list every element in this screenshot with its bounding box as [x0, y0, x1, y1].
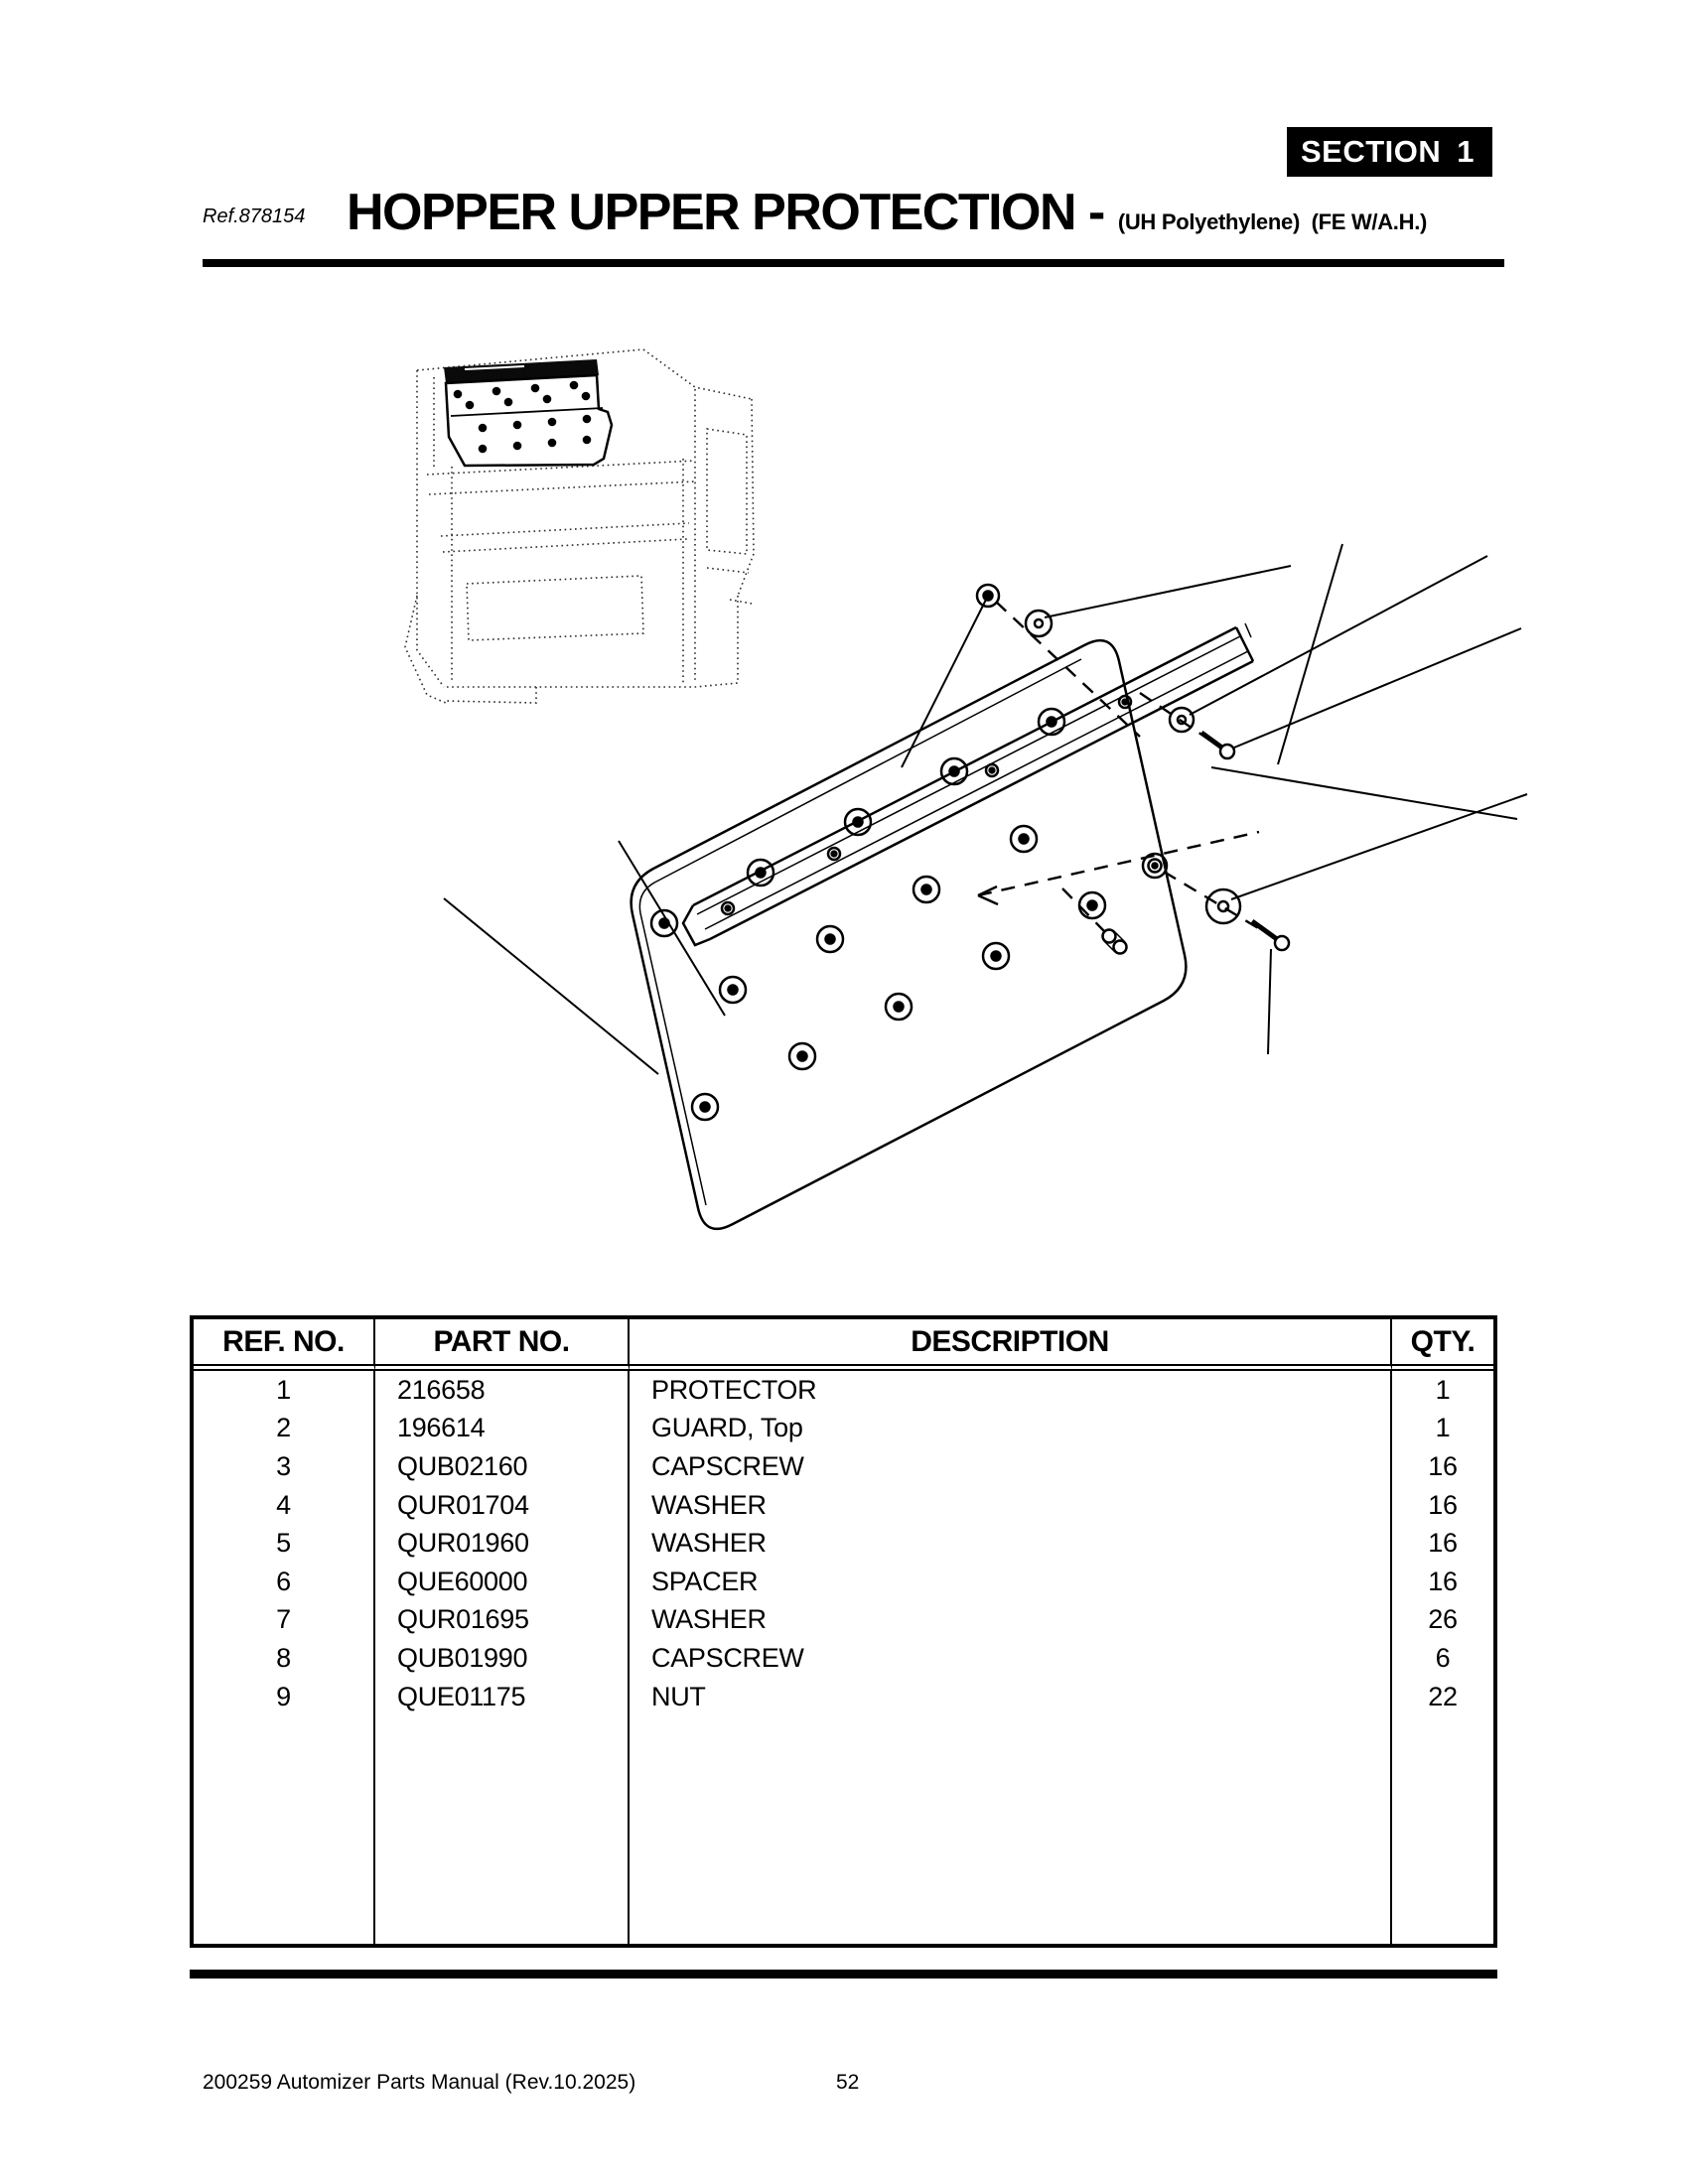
- cell-ref: 7: [194, 1601, 375, 1640]
- cell-desc: WASHER: [630, 1486, 1392, 1525]
- page-subtitle: (UH Polyethylene) (FE W/A.H.): [1117, 209, 1428, 234]
- washer-bottom: [1206, 889, 1240, 923]
- cell-qty: 16: [1428, 1489, 1458, 1520]
- cell-ref: 6: [194, 1563, 375, 1601]
- parts-table: [190, 1315, 1497, 1948]
- cell-desc: WASHER: [630, 1524, 1392, 1563]
- cell-ref: 5: [194, 1524, 375, 1563]
- col-header-ref: REF. NO.: [194, 1319, 375, 1371]
- footer-rule: [190, 1970, 1497, 1979]
- col-header-desc: DESCRIPTION: [630, 1319, 1392, 1371]
- section-badge-number: 1: [1457, 134, 1475, 169]
- washer-top: [1026, 611, 1052, 636]
- cell-qty: 22: [1428, 1681, 1458, 1711]
- empty-cell: [375, 1715, 630, 1944]
- section-badge-label: SECTION: [1301, 134, 1442, 169]
- machine-highlight-panel: [444, 359, 612, 466]
- cell-qty: 26: [1428, 1604, 1458, 1635]
- empty-cell: [194, 1715, 375, 1944]
- cell-qty: 16: [1428, 1528, 1458, 1559]
- cell-ref: 9: [194, 1678, 375, 1716]
- cell-part: QUR01960: [375, 1524, 630, 1563]
- rail-bolt-heads: [722, 696, 1131, 914]
- footer-page-number: 52: [836, 2071, 860, 2094]
- cell-desc: CAPSCREW: [630, 1447, 1392, 1486]
- cell-part: QUB02160: [375, 1447, 630, 1486]
- empty-cell: [1392, 1715, 1493, 1944]
- cell-ref: 3: [194, 1447, 375, 1486]
- cell-desc: CAPSCREW: [630, 1639, 1392, 1678]
- cell-part: QUE01175: [375, 1678, 630, 1716]
- cell-part: 216658: [375, 1371, 630, 1410]
- cell-qty: 6: [1435, 1642, 1451, 1673]
- cell-qty: 1: [1435, 1374, 1451, 1405]
- cell-part: QUE60000: [375, 1563, 630, 1601]
- cell-part: 196614: [375, 1410, 630, 1448]
- col-header-qty: QTY.: [1392, 1319, 1493, 1371]
- cell-part: QUB01990: [375, 1639, 630, 1678]
- cell-ref: 4: [194, 1486, 375, 1525]
- col-header-part: PART NO.: [375, 1319, 630, 1371]
- page-title: HOPPER UPPER PROTECTION -: [347, 184, 1104, 241]
- cell-desc: SPACER: [630, 1563, 1392, 1601]
- cell-part: QUR01695: [375, 1601, 630, 1640]
- leader-lines: [444, 544, 1527, 1074]
- cell-desc: WASHER: [630, 1601, 1392, 1640]
- empty-cell: [630, 1715, 1392, 1944]
- spacer: [1103, 930, 1127, 954]
- cell-desc: GUARD, Top: [630, 1410, 1392, 1448]
- top-guard-rail: [683, 623, 1253, 945]
- cell-qty: 16: [1428, 1566, 1458, 1596]
- cell-desc: PROTECTOR: [630, 1371, 1392, 1410]
- cell-ref: 8: [194, 1639, 375, 1678]
- cell-desc: NUT: [630, 1678, 1392, 1716]
- cell-qty: 1: [1435, 1413, 1451, 1443]
- exploded-view: [444, 544, 1527, 1229]
- reference-number: Ref.878154: [203, 205, 306, 227]
- footer-manual-name: 200259 Automizer Parts Manual (Rev.10.2025): [203, 2071, 636, 2094]
- cell-qty: 16: [1428, 1450, 1458, 1481]
- cell-part: QUR01704: [375, 1486, 630, 1525]
- cell-ref: 2: [194, 1410, 375, 1448]
- cell-ref: 1: [194, 1371, 375, 1410]
